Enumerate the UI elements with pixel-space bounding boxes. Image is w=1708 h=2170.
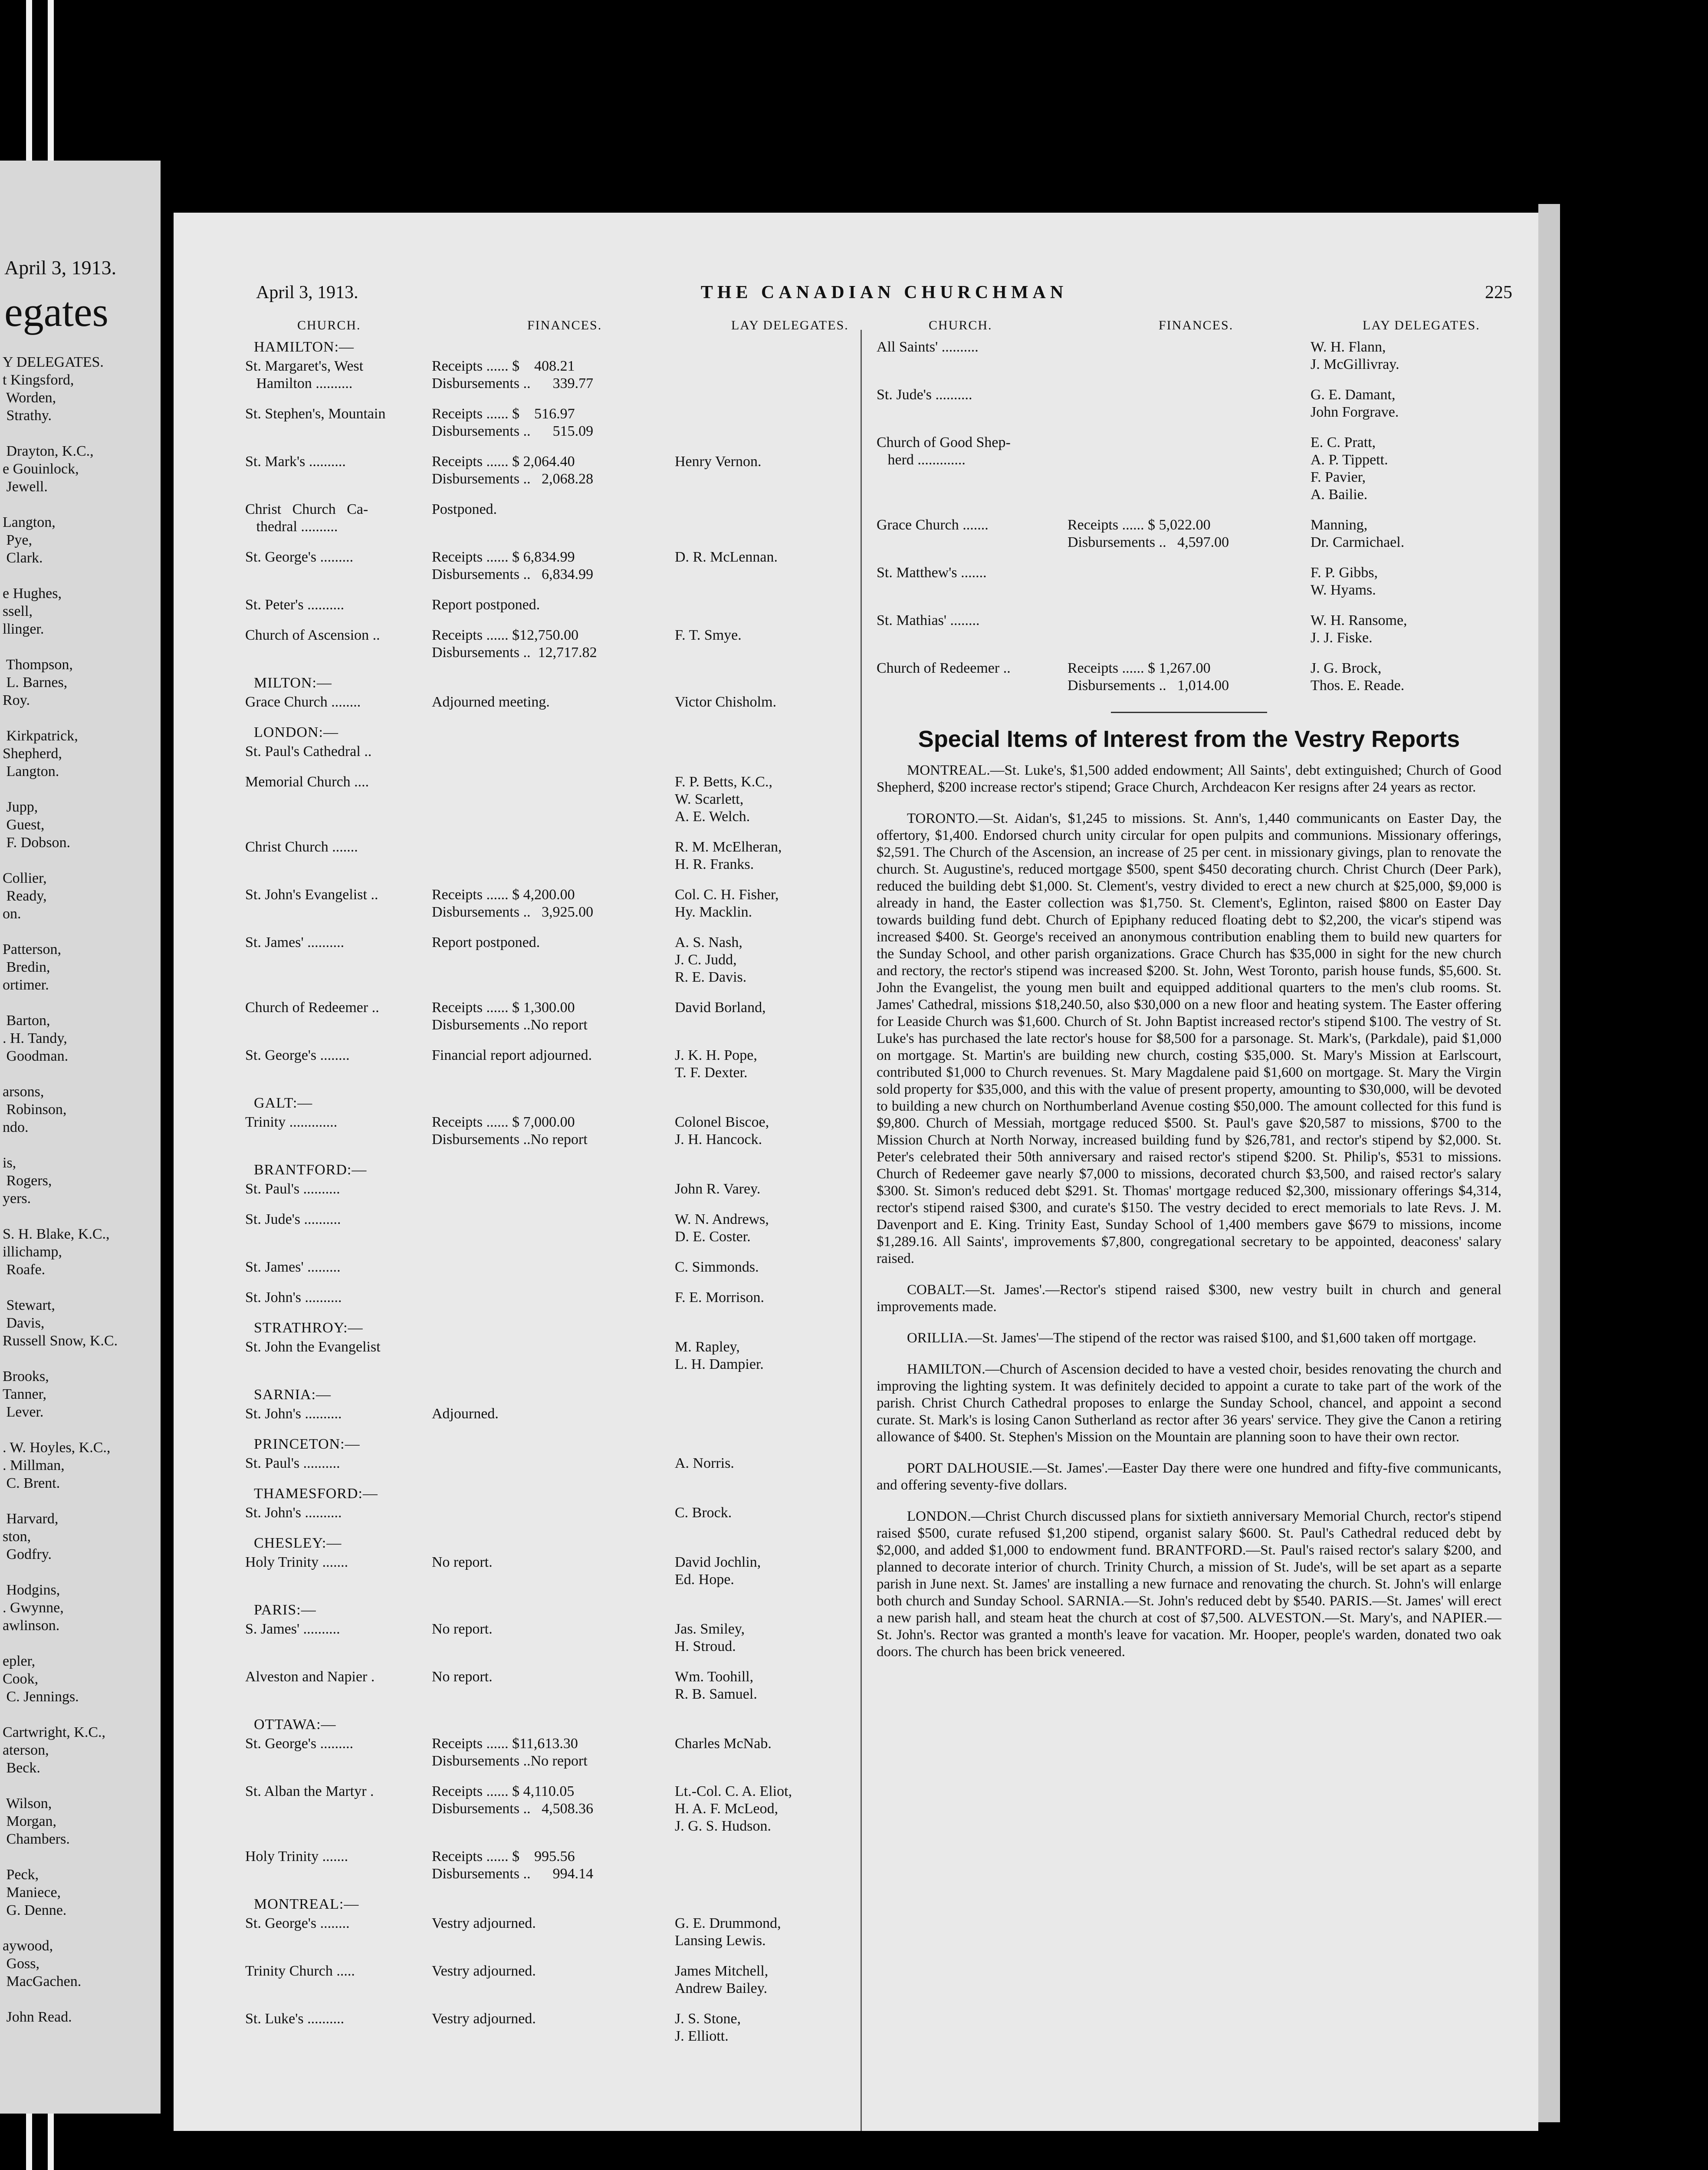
finances-cell: Receipts ...... $11,613.30 Disbursements ..No report	[432, 1736, 588, 1769]
church-name: St. James' .........	[245, 1259, 341, 1275]
delegates-cell	[675, 405, 853, 440]
finances-cell: Postponed.	[432, 501, 497, 517]
table-row	[245, 694, 853, 711]
table-row	[245, 1455, 853, 1472]
finances-cell	[432, 1455, 675, 1472]
finances-cell	[432, 1338, 675, 1373]
church-name: Christ Church .......	[245, 839, 358, 855]
table-row	[245, 549, 853, 583]
church-name: Holy Trinity .......	[245, 1848, 348, 1864]
city-heading: STRATHROY:—	[254, 1320, 363, 1336]
church-name: Memorial Church ....	[245, 774, 369, 790]
church-name: Christ Church Ca- thedral ..........	[245, 501, 368, 535]
finances-cell: Report postponed.	[432, 934, 540, 950]
table-row	[245, 627, 853, 661]
church-name: St. Jude's ..........	[877, 387, 972, 403]
header-date: April 3, 1913.	[256, 283, 358, 302]
finances-cell	[432, 838, 675, 873]
table-row	[877, 612, 1501, 647]
table-row	[245, 1338, 853, 1373]
report-paragraph: ORILLIA.—St. James'—The stipend of the rector was raised $100, and $1,600 taken off mortgage.	[907, 1330, 1477, 1346]
finances-cell: Vestry adjourned.	[432, 1915, 536, 1931]
church-name: St. George's ........	[245, 1047, 350, 1063]
heading-finances: FINANCES.	[1159, 318, 1234, 332]
church-name: Alveston and Napier .	[245, 1669, 375, 1685]
table-row	[245, 596, 853, 614]
page-number: 225	[1485, 283, 1512, 302]
delegates-cell: Lt.-Col. C. A. Eliot, H. A. F. McLeod, J. G. S. Hudson.	[675, 1783, 792, 1834]
church-name: St. John's ..........	[245, 1505, 342, 1521]
finances-cell	[432, 1180, 675, 1198]
delegates-cell: W. H. Ransome, J. J. Fiske.	[1311, 612, 1407, 646]
city-heading: PARIS:—	[254, 1602, 316, 1618]
church-name: St. Luke's ..........	[245, 2011, 345, 2027]
delegates-cell	[675, 1848, 853, 1883]
delegates-cell	[675, 743, 853, 760]
city-heading: MONTREAL:—	[254, 1896, 359, 1912]
table-row	[245, 1735, 853, 1770]
left-page-lines: Y DELEGATES. t Kingsford, Worden, Strathy. Drayton, K.C., e Gouinlock, Jewell. Langton, Pye, Clark. e Hughes, ssell, llinger. Thompson, L. Barnes, Roy. Kirkpatrick, Shepherd, Langton. Jupp, Guest, F. Dobson. Collier, Ready, on. Patterson, Bredin, ortimer. Barton, . H. Tandy, Goodman. arsons, Robinson, ndo. is, Rogers, yers. S. H. Blake, K.C., illichamp, Roafe. Stewart, Davis, Russell Snow, K.C. Brooks, Tanner, Lever. . W. Hoyles, K.C., . Millman, C. Brent. Harvard, ston, Godfry. Hodgins, . Gwynne, awlinson. epler, Cook, C. Jennings. Cartwright, K.C., aterson, Beck. Wilson, Morgan, Chambers. Peck, Maniece, G. Denne. aywood, Goss, MacGachen. John Read.	[3, 354, 118, 2025]
table-row	[877, 339, 1501, 373]
finances-cell: Receipts ...... $ 2,064.40 Disbursements .. 2,068.28	[432, 454, 594, 487]
church-name: Trinity .............	[245, 1114, 338, 1130]
heading-finances: FINANCES.	[527, 318, 602, 332]
delegates-cell: M. Rapley, L. H. Dampier.	[675, 1339, 764, 1372]
finances-cell: No report.	[432, 1621, 493, 1637]
table-row	[245, 1504, 853, 1522]
finances-cell: Receipts ...... $ 4,200.00 Disbursements .. 3,925.00	[432, 887, 594, 920]
table-row	[877, 516, 1501, 551]
left-page-header: April 3, 1913.	[4, 256, 117, 279]
city-heading: HAMILTON:—	[254, 339, 355, 355]
report-paragraph: HAMILTON.—Church of Ascension decided to have a vested choir, besides renovating the church and improving the lighting system. It was definitely decided to appoint a curate to take part of the work of the parish. Christ Church Cathedral proposes to enlarge the Sunday School, chancel, and appoint a second curate. St. Mark's is losing Canon Sutherland as rector after 36 years' service. They give the Canon a retiring allowance of $400. St. Stephen's Mission on the Mountain are planning soon to have their own rector.	[877, 1361, 1501, 1445]
church-name: Church of Redeemer ..	[245, 1000, 379, 1016]
table-row	[245, 1289, 853, 1306]
table-row	[245, 405, 853, 440]
table-row	[877, 660, 1501, 694]
finances-cell	[432, 743, 675, 760]
church-name: St. John's Evangelist ..	[245, 887, 378, 903]
finances-cell: Receipts ...... $ 1,267.00 Disbursements .. 1,014.00	[1068, 660, 1229, 694]
finances-cell	[432, 773, 675, 825]
church-name: St. Paul's ..........	[245, 1455, 340, 1471]
church-name: St. James' ..........	[245, 934, 345, 950]
church-name: Church of Redeemer ..	[877, 660, 1011, 676]
church-name: St. Margaret's, West Hamilton ..........	[245, 358, 364, 391]
finances-cell: Receipts ...... $ 1,300.00 Disbursements ..No report	[432, 1000, 588, 1033]
church-name: St. Matthew's .......	[877, 565, 987, 581]
finances-cell: Receipts ...... $ 408.21 Disbursements .. 339.77	[432, 358, 594, 391]
page-edge	[1538, 204, 1560, 2122]
table-row	[245, 1047, 853, 1082]
delegates-cell: A. Norris.	[675, 1455, 734, 1471]
delegates-cell: F. T. Smye.	[675, 627, 742, 643]
report-paragraph: MONTREAL.—St. Luke's, $1,500 added endowment; All Saints', debt extinguished; Church of Good Shepherd, $200 increase rector's stipend; Grace Church, Archdeacon Ker resigns after 24 years as rector.	[877, 763, 1501, 795]
finances-cell: Receipts ...... $ 4,110.05 Disbursements .. 4,508.36	[432, 1783, 594, 1817]
report-paragraph: LONDON.—Christ Church discussed plans for sixtieth anniversary Memorial Church, rector's stipend raised $500, curate refused $1,200 stipend, organist salary $600. St. Paul's Cathedral reduced debt by $2,000, and added $1,000 to endowment fund. BRANTFORD.—St. Paul's raised rector's salary $200, and planned to decorate interior of church. Trinity Church, a mission of St. Jude's, will be set apart as a separte parish in June next. St. James' are installing a new furnace and renovating the church. St. John's will enlarge both church and Sunday School. SARNIA.—St. John's reduced debt by $540. PARIS.—St. James' will erect a new parish hall, and steam heat the church at cost of $7,500. ALVESTON.—St. Mary's, and NAPIER.—St. John's. Rector was granted a month's leave for vacation. Mr. Hooper, people's warden, donated two oak doors. The church has been brick veneered.	[877, 1509, 1501, 1660]
table-row	[245, 2010, 853, 2045]
church-name: Church of Good Shep- herd .............	[877, 434, 1011, 468]
column-headings-right	[877, 317, 1501, 334]
delegates-cell: F. P. Betts, K.C., W. Scarlett, A. E. Welch.	[675, 774, 772, 825]
table-row	[245, 1963, 853, 1997]
delegates-cell: Manning, Dr. Carmichael.	[1311, 517, 1405, 550]
table-row	[245, 358, 853, 392]
church-name: Trinity Church .....	[245, 1963, 355, 1979]
delegates-cell	[675, 501, 853, 536]
delegates-cell: R. M. McElheran, H. R. Franks.	[675, 839, 782, 872]
delegates-cell: C. Simmonds.	[675, 1259, 759, 1275]
church-name: St. Peter's ..........	[245, 597, 345, 613]
table-row	[245, 886, 853, 921]
city-heading: BRANTFORD:—	[254, 1162, 367, 1178]
delegates-cell	[675, 596, 853, 614]
delegates-cell: W. N. Andrews, D. E. Coster.	[675, 1211, 769, 1245]
table-row	[245, 934, 853, 986]
finances-cell: No report.	[432, 1669, 493, 1685]
table-row	[245, 1783, 853, 1835]
table-row	[245, 838, 853, 873]
finances-cell	[1068, 434, 1311, 503]
church-name: St. Paul's ..........	[245, 1181, 340, 1197]
table-row	[245, 453, 853, 488]
church-name: Holy Trinity .......	[245, 1554, 348, 1570]
special-items-title: Special Items of Interest from the Vestry Reports	[918, 726, 1460, 752]
finances-cell	[432, 1504, 675, 1522]
section-rule	[1111, 712, 1267, 713]
heading-lay-delegates: LAY DELEGATES.	[1363, 318, 1480, 332]
church-name: Grace Church ........	[245, 694, 361, 710]
finances-cell: Receipts ...... $ 7,000.00 Disbursements ..No report	[432, 1114, 588, 1147]
finances-cell	[432, 1289, 675, 1306]
church-name: St. Mathias' ........	[877, 612, 980, 628]
heading-church: CHURCH.	[929, 318, 992, 332]
table-row	[245, 773, 853, 825]
delegates-cell: David Jochlin, Ed. Hope.	[675, 1554, 761, 1588]
finances-cell	[1068, 339, 1311, 373]
city-heading: THAMESFORD:—	[254, 1486, 378, 1502]
left-page-fragment	[0, 161, 161, 2114]
church-name: S. James' ..........	[245, 1621, 340, 1637]
church-name: All Saints' ..........	[877, 339, 979, 355]
city-heading: PRINCETON:—	[254, 1436, 360, 1452]
church-name: St. Stephen's, Mountain	[245, 406, 386, 422]
report-paragraph: TORONTO.—St. Aidan's, $1,245 to missions. St. Ann's, 1,440 communicants on Easter Day, the offertory, $1,400. Endorsed church unity circular for open pulpits and communions. Missionary offerings, $2,591. The Church of the Ascension, an increase of 25 per cent. in missionary givings, plan to renovate the church. St. Augustine's, reduced mortgage $500, spent $450 decorating church. Christ Church (Deer Park), reduced the building debt $1,000. St. Clement's, vestry divided to erect a new church at $25,000, $9,000 is already in hand, the Easter collection was $1,750. St. Clement's, Eglinton, raised $800 on Easter Day towards building fund debt. Church of Epiphany reduced floating debt to $2,200, the vicar's stipend was increased $400. St. George's received an anonymous contribution enabling them to build new quarters for the Sunday School, and other parish organizations. Grace Church has $35,000 in sight for the new church and rectory, the rector's stipend was increased $200. St. John, West Toronto, parish house funds, $5,600. St. John the Evangelist, the young men built and equipped additional quarters to the men's club rooms. St. James' Cathedral, missions $18,240.50, also $30,000 on a new floor and heating system. The Easter offering for Leaside Church was $1,600. Church of St. John Baptist increased rector's stipend $100. The vestry of St. Luke's has purchased the late rector's house for $8,500 for a parsonage. St. Mark's, (Parkdale), paid $1,000 on mortgage. St. Martin's are building new church, costing $35,000. St. Mary's Mission at Earlscourt, contributed $1,000 to Church revenues. St. Mary Magdalene paid $1,600 on mortgage. St. Mary the Virgin sold property for $35,000, and this with the value of present property, amounting to $30,000, will be devoted to building a new church on Northumberland Avenue costing $50,000. The amount collected for this fund is $9,800. Church of Messiah, mortgage reduced $500. St. Paul's gave $20,587 to missions, $700 to the Mission Church at North Norway, increased building fund by $26,781, and rector's stipend by $2,000. St. Peter's celebrated their 50th anniversary and raised rector's stipend $200. St. Philip's, $531 to missions. Church of Redeemer gave nearly $7,000 to missions, decorated church $3,500, and raised rector's salary $300. St. Simon's reduced debt $291. St. Thomas' mortgage reduced $2,300, missionary offerings $4,314, rector's stipend raised $300, and curate's $150. The vestry decided to erect memorials to late Revs. J. M. Davenport and E. King. Trinity East, Sunday School of 1,400 members gave $679 to missions, income $1,289.16. All Saints', improvements $7,800, congregational secretary to be appointed, deaconess' salary raised.	[877, 811, 1501, 1266]
city-heading: SARNIA:—	[254, 1387, 332, 1403]
heading-church: CHURCH.	[297, 318, 361, 332]
finances-cell: Adjourned meeting.	[432, 694, 550, 710]
right-column	[877, 317, 1501, 1674]
delegates-cell	[675, 358, 853, 392]
table-row	[245, 501, 853, 536]
finances-cell: Receipts ...... $ 516.97 Disbursements .. 515.09	[432, 406, 594, 439]
left-page-title: egates	[4, 289, 108, 335]
delegates-cell: Col. C. H. Fisher, Hy. Macklin.	[675, 887, 779, 920]
delegates-cell: Henry Vernon.	[675, 454, 762, 470]
city-heading: MILTON:—	[254, 675, 332, 691]
heading-lay-delegates: LAY DELEGATES.	[731, 318, 849, 332]
left-column	[245, 317, 853, 2058]
table-row	[245, 1211, 853, 1246]
finances-cell: Vestry adjourned.	[432, 2011, 536, 2027]
table-row	[245, 1180, 853, 1198]
church-name: St. John the Evangelist	[245, 1339, 381, 1355]
finances-cell: Financial report adjourned.	[432, 1047, 592, 1063]
table-row	[245, 1114, 853, 1148]
church-name: St. George's ........	[245, 1915, 350, 1931]
church-name: St. Alban the Martyr .	[245, 1783, 374, 1799]
church-name: St. John's ..........	[245, 1406, 342, 1422]
church-name: St. John's ..........	[245, 1289, 342, 1305]
delegates-cell: John R. Varey.	[675, 1181, 761, 1197]
delegates-cell: F. E. Morrison.	[675, 1289, 765, 1305]
finances-cell	[432, 1259, 675, 1276]
finances-cell	[1068, 564, 1311, 599]
delegates-cell: W. H. Flann, J. McGillivray.	[1311, 339, 1399, 372]
table-row	[877, 434, 1501, 503]
church-name: St. Jude's ..........	[245, 1211, 341, 1227]
city-heading: OTTAWA:—	[254, 1716, 336, 1733]
delegates-cell	[675, 1405, 853, 1423]
delegates-cell: A. S. Nash, J. C. Judd, R. E. Davis.	[675, 934, 747, 985]
finances-cell	[432, 1211, 675, 1246]
vestry-table-right	[877, 339, 1501, 694]
running-header	[256, 282, 1512, 308]
finances-cell: Receipts ...... $ 6,834.99 Disbursements .. 6,834.99	[432, 549, 594, 582]
column-headings	[245, 317, 853, 334]
table-row	[245, 999, 853, 1034]
church-name: Grace Church .......	[877, 517, 989, 533]
delegates-cell: G. E. Damant, John Forgrave.	[1311, 387, 1399, 420]
delegates-cell: J. S. Stone, J. Elliott.	[675, 2011, 741, 2044]
table-row	[245, 1554, 853, 1588]
finances-cell: Adjourned.	[432, 1406, 499, 1422]
delegates-cell: Colonel Biscoe, J. H. Hancock.	[675, 1114, 769, 1147]
delegates-cell: J. G. Brock, Thos. E. Reade.	[1311, 660, 1405, 694]
delegates-cell: E. C. Pratt, A. P. Tippett. F. Pavier, A. Bailie.	[1311, 434, 1388, 503]
column-divider	[861, 330, 862, 2131]
vestry-table-left	[245, 339, 853, 2045]
table-row	[245, 1621, 853, 1655]
finances-cell: Receipts ...... $12,750.00 Disbursements .. 12,717.82	[432, 627, 597, 661]
finances-cell	[1068, 386, 1311, 421]
special-items-body	[877, 762, 1501, 1660]
table-row	[245, 1848, 853, 1883]
finances-cell: Vestry adjourned.	[432, 1963, 536, 1979]
newspaper-page	[174, 213, 1538, 2131]
city-heading: CHESLEY:—	[254, 1535, 342, 1551]
church-name: St. Paul's Cathedral ..	[245, 743, 372, 760]
delegates-cell: James Mitchell, Andrew Bailey.	[675, 1963, 769, 1996]
city-heading: LONDON:—	[254, 724, 338, 740]
finances-cell: Report postponed.	[432, 597, 540, 613]
finances-cell: No report.	[432, 1554, 493, 1570]
church-name: St. George's .........	[245, 1736, 354, 1752]
church-name: Church of Ascension ..	[245, 627, 380, 643]
table-row	[245, 1915, 853, 1950]
finances-cell: Receipts ...... $ 5,022.00 Disbursements .. 4,597.00	[1068, 517, 1229, 550]
delegates-cell: Victor Chisholm.	[675, 694, 777, 710]
delegates-cell: G. E. Drummond, Lansing Lewis.	[675, 1915, 781, 1949]
delegates-cell: Jas. Smiley, H. Stroud.	[675, 1621, 745, 1654]
left-page-content	[0, 256, 152, 2026]
church-name: St. Mark's ..........	[245, 454, 346, 470]
finances-cell: Receipts ...... $ 995.56 Disbursements .. 994.14	[432, 1848, 594, 1882]
finances-cell	[1068, 612, 1311, 647]
church-name: St. George's .........	[245, 549, 354, 565]
delegates-cell: David Borland,	[675, 1000, 766, 1016]
table-row	[245, 743, 853, 760]
table-row	[877, 386, 1501, 421]
report-paragraph: PORT DALHOUSIE.—St. James'.—Easter Day there were one hundred and fifty-five communicants, and offering seventy-five dollars.	[877, 1460, 1501, 1493]
table-row	[245, 1668, 853, 1703]
table-row	[245, 1259, 853, 1276]
report-paragraph: COBALT.—St. James'.—Rector's stipend raised $300, new vestry built in church and general improvements made.	[877, 1282, 1501, 1315]
table-row	[245, 1405, 853, 1423]
delegates-cell: C. Brock.	[675, 1505, 732, 1521]
delegates-cell: D. R. McLennan.	[675, 549, 778, 565]
delegates-cell: Charles McNab.	[675, 1736, 772, 1752]
delegates-cell: Wm. Toohill, R. B. Samuel.	[675, 1669, 757, 1702]
city-heading: GALT:—	[254, 1095, 313, 1111]
delegates-cell: F. P. Gibbs, W. Hyams.	[1311, 565, 1378, 598]
delegates-cell: J. K. H. Pope, T. F. Dexter.	[675, 1047, 757, 1081]
table-row	[877, 564, 1501, 599]
publication-title: THE CANADIAN CHURCHMAN	[700, 283, 1068, 302]
